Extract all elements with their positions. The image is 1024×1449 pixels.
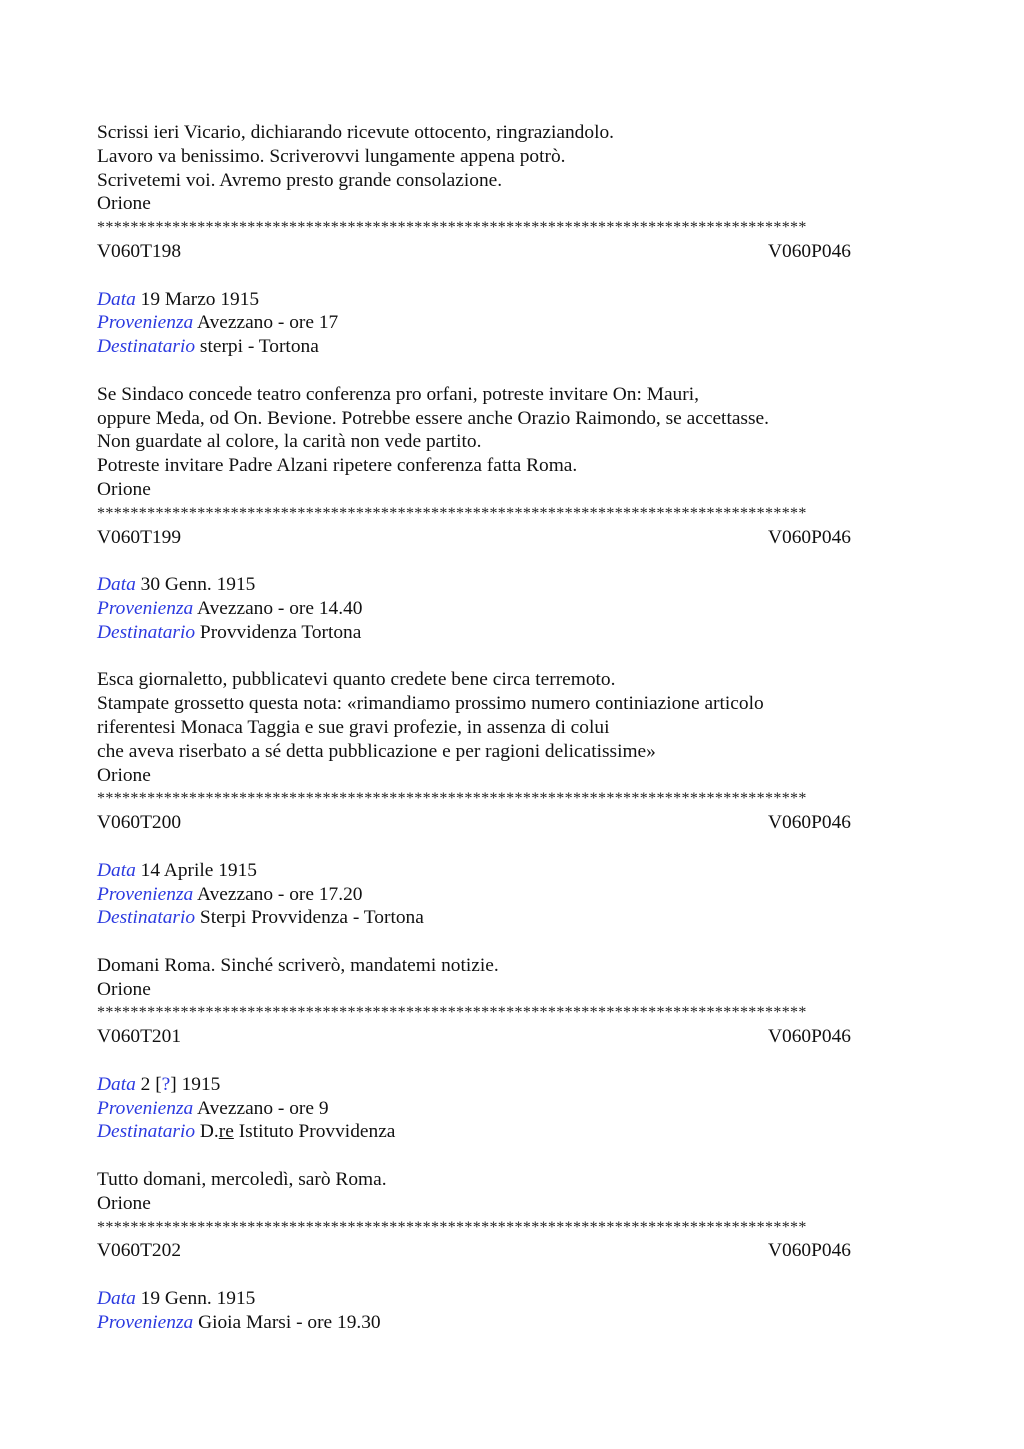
data-value: 19 Genn. 1915 [140,1288,256,1310]
provenienza-value: Avezzano - ore 17 [197,312,339,334]
data-label: Data [97,859,136,881]
provenienza-value: Avezzano - ore 17.20 [197,883,363,905]
body-line: riferentesi Monaca Taggia e sue gravi profezie, in assenza di colui [97,716,610,738]
data-value: 14 Aprile 1915 [140,859,257,881]
body-line: Se Sindaco concede teatro conferenza pro orfani, potreste invitare On: Mauri, [97,383,699,405]
destinatario-field [97,1120,927,1144]
signature: Orione [97,764,151,786]
destinatario-label: Destinatario [97,1121,196,1143]
destinatario-field [97,621,927,645]
entry-id-row [97,1239,927,1263]
separator: ************************************************************************************* [97,1004,807,1022]
telegram-id: V060T198 [97,240,182,262]
entry-id-row [97,1025,927,1049]
provenienza-value: Avezzano - ore 9 [197,1097,329,1119]
body-line: che aveva riserbato a sé detta pubblicazione e per ragioni delicatissime» [97,740,656,762]
body-line: Tutto domani, mercoledì, sarò Roma. [97,1169,387,1191]
document-page [97,121,927,1335]
separator: ************************************************************************************* [97,219,807,237]
data-field [97,1287,927,1311]
data-label: Data [97,1288,136,1310]
page-id: V060P046 [768,240,851,262]
data-uncertain-mark: ? [161,1073,171,1095]
separator: ************************************************************************************* [97,504,807,522]
provenienza-label: Provenienza [97,597,194,619]
entry-id-row [97,526,927,550]
telegram-id: V060T199 [97,526,182,548]
body-line: Potreste invitare Padre Alzani ripetere conferenza fatta Roma. [97,455,578,477]
signature: Orione [97,1192,151,1214]
data-field [97,859,927,883]
signature: Orione [97,478,151,500]
data-value: 30 Genn. 1915 [140,574,256,596]
body-line: Non guardate al colore, la carità non vede partito. [97,431,482,453]
destinatario-abbrev: re [218,1121,234,1143]
provenienza-field [97,597,927,621]
destinatario-value: Provvidenza Tortona [199,621,362,643]
body-line: Esca giornaletto, pubblicatevi quanto credete bene circa terremoto. [97,669,616,691]
provenienza-field [97,1311,927,1335]
destinatario-label: Destinatario [97,907,196,929]
data-field [97,573,927,597]
provenienza-field [97,883,927,907]
destinatario-field [97,335,927,359]
telegram-id: V060T201 [97,1026,182,1048]
signature: Orione [97,193,151,215]
body-line: Lavoro va benissimo. Scriverovvi lungamente appena potrò. [97,145,566,167]
destinatario-value-post: Istituto Provvidenza [233,1121,396,1143]
data-field [97,1073,927,1097]
destinatario-value-pre: D. [199,1121,219,1143]
provenienza-label: Provenienza [97,312,194,334]
destinatario-value: sterpi - Tortona [199,336,319,358]
data-value-post: ] 1915 [170,1073,221,1095]
body-line: Domani Roma. Sinché scriverò, mandatemi notizie. [97,954,499,976]
provenienza-label: Provenienza [97,883,194,905]
data-label: Data [97,288,136,310]
provenienza-value: Gioia Marsi - ore 19.30 [198,1311,381,1333]
telegram-id: V060T202 [97,1240,182,1262]
data-label: Data [97,574,136,596]
entry-id-row [97,240,927,264]
body-line: Scrivetemi voi. Avremo presto grande consolazione. [97,169,503,191]
destinatario-label: Destinatario [97,621,196,643]
telegram-id: V060T200 [97,812,182,834]
page-id: V060P046 [768,812,851,834]
page-id: V060P046 [768,526,851,548]
provenienza-field [97,1097,927,1121]
destinatario-value: Sterpi Provvidenza - Tortona [199,907,424,929]
entry-id-row [97,811,927,835]
destinatario-field [97,906,927,930]
destinatario-label: Destinatario [97,336,196,358]
data-value: 19 Marzo 1915 [140,288,260,310]
page-id: V060P046 [768,1026,851,1048]
provenienza-label: Provenienza [97,1097,194,1119]
separator: ************************************************************************************* [97,1218,807,1236]
provenienza-field [97,311,927,335]
separator: ************************************************************************************* [97,790,807,808]
provenienza-value: Avezzano - ore 14.40 [197,597,363,619]
data-label: Data [97,1073,136,1095]
data-value-pre: 2 [ [140,1073,162,1095]
body-line: Scrissi ieri Vicario, dichiarando ricevute ottocento, ringraziandolo. [97,122,615,143]
body-line: Stampate grossetto questa nota: «rimandiamo prossimo numero continiazione articolo [97,693,764,715]
body-line: oppure Meda, od On. Bevione. Potrebbe essere anche Orazio Raimondo, se accettasse. [97,407,769,429]
page-id: V060P046 [768,1240,851,1262]
provenienza-label: Provenienza [97,1311,194,1333]
signature: Orione [97,978,151,1000]
data-field [97,288,927,312]
